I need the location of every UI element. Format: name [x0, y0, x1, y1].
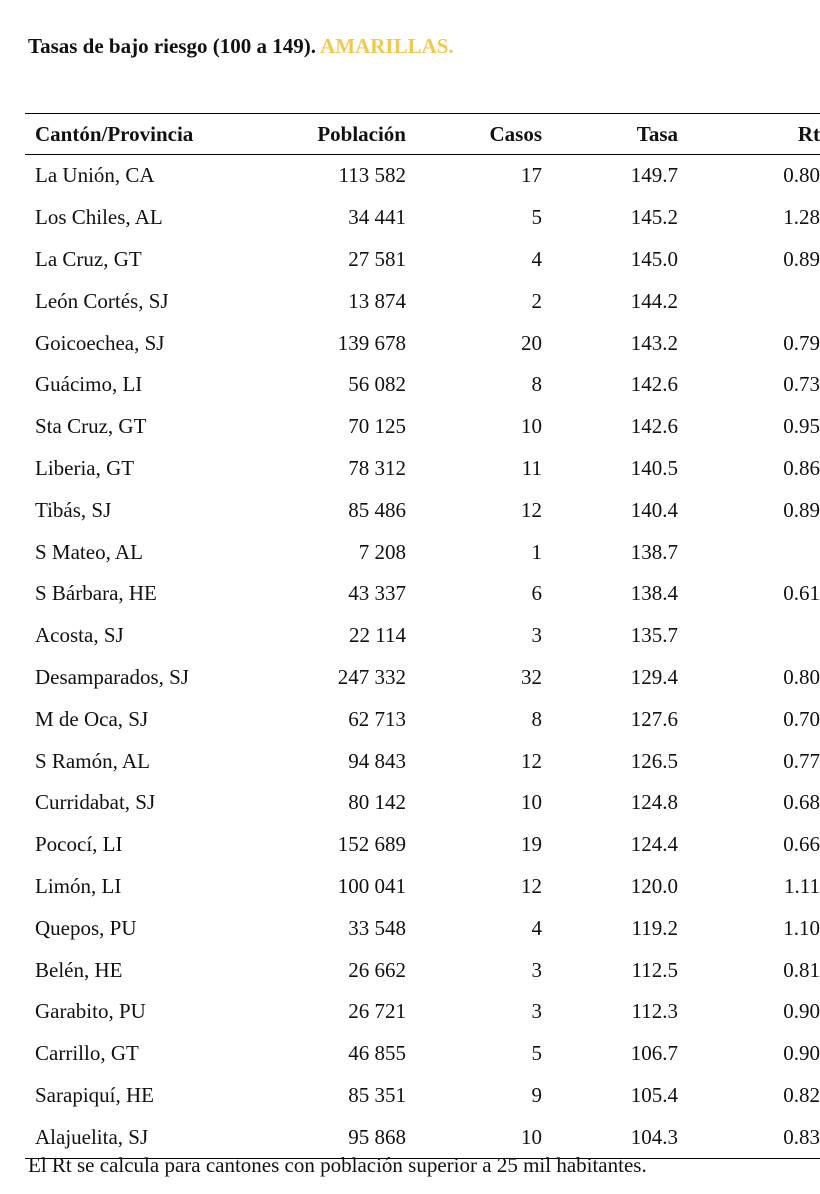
cell-rate: 145.0	[630, 246, 678, 271]
cell-rate: 127.6	[630, 706, 678, 731]
cell-canton: Garabito, PU	[35, 999, 146, 1024]
cell-rt: 0.89	[783, 246, 820, 271]
cell-cases: 19	[521, 832, 542, 857]
cell-canton: Acosta, SJ	[35, 623, 124, 648]
cell-rt	[678, 280, 820, 322]
cell-cases: 6	[531, 581, 542, 606]
cell-population: 139 678	[337, 330, 406, 355]
cell-canton: S Mateo, AL	[35, 539, 143, 564]
table-row	[25, 866, 820, 908]
cell-population: 26 662	[348, 957, 406, 982]
cell-population: 26 721	[348, 999, 406, 1024]
cell-canton: Liberia, GT	[35, 455, 135, 480]
cell-rt: 0.95	[783, 414, 820, 439]
cell-rate: 106.7	[630, 1041, 678, 1066]
cell-population: 62 713	[348, 706, 406, 731]
cell-rate: 145.2	[630, 205, 678, 230]
cell-population: 85 486	[348, 497, 406, 522]
cell-population: 100 041	[337, 873, 406, 898]
cell-cases: 3	[531, 957, 542, 982]
cell-cases: 10	[521, 414, 542, 439]
table-row	[25, 657, 820, 699]
cell-canton: Goicoechea, SJ	[35, 330, 165, 355]
cell-rt: 0.77	[783, 748, 820, 773]
header-canton: Cantón/Provincia	[25, 114, 200, 155]
cell-rate: 112.3	[631, 999, 678, 1024]
cell-population: 85 351	[348, 1082, 406, 1107]
cell-canton: Sarapiquí, HE	[35, 1082, 154, 1107]
cell-cases: 5	[531, 205, 542, 230]
cell-cases: 5	[531, 1041, 542, 1066]
header-rate: Tasa	[542, 114, 678, 155]
table-row	[25, 155, 820, 197]
table-row	[25, 573, 820, 615]
cell-canton: Quepos, PU	[35, 915, 137, 940]
cell-canton: S Ramón, AL	[35, 748, 150, 773]
cell-population: 13 874	[348, 288, 406, 313]
header-row	[25, 114, 820, 155]
cell-cases: 2	[531, 288, 542, 313]
cell-rate: 112.5	[631, 957, 678, 982]
cell-rate: 143.2	[630, 330, 678, 355]
cell-rt: 0.80	[783, 163, 820, 188]
cell-rt: 0.70	[783, 706, 820, 731]
table-row	[25, 698, 820, 740]
cell-population: 152 689	[337, 832, 406, 857]
cell-population: 70 125	[348, 414, 406, 439]
cell-population: 56 082	[348, 372, 406, 397]
table-row	[25, 907, 820, 949]
title-text: Tasas de bajo riesgo (100 a 149).	[28, 34, 316, 58]
cell-rt: 0.66	[783, 832, 820, 857]
cell-population: 247 332	[337, 664, 406, 689]
cell-canton: La Cruz, GT	[35, 246, 142, 271]
cell-rate: 120.0	[630, 873, 678, 898]
cell-rate: 142.6	[630, 414, 678, 439]
cell-rate: 138.4	[630, 581, 678, 606]
page-title	[28, 34, 454, 59]
table-row	[25, 448, 820, 490]
cell-population: 27 581	[348, 246, 406, 271]
cell-rate: 124.4	[630, 832, 678, 857]
cell-rt: 0.68	[783, 790, 820, 815]
cell-rate: 144.2	[630, 288, 678, 313]
cell-rt	[678, 531, 820, 573]
cell-canton: Belén, HE	[35, 957, 123, 982]
cell-rt: 0.83	[678, 1116, 820, 1158]
cell-cases: 4	[531, 915, 542, 940]
cell-canton: Sta Cruz, GT	[35, 414, 147, 439]
cell-canton: Los Chiles, AL	[35, 205, 163, 230]
cell-rt: 0.89	[783, 497, 820, 522]
cell-cases: 32	[521, 664, 542, 689]
cell-cases: 12	[521, 748, 542, 773]
cell-rate: 149.7	[630, 163, 678, 188]
cell-cases: 4	[531, 246, 542, 271]
header-population: Población	[200, 114, 406, 155]
cell-canton: Guácimo, LI	[35, 372, 143, 397]
cell-cases: 8	[531, 372, 542, 397]
table-row	[25, 991, 820, 1033]
cell-canton: M de Oca, SJ	[35, 706, 149, 731]
table-row	[25, 197, 820, 239]
cell-cases: 11	[521, 455, 542, 480]
cell-rate: 104.3	[542, 1116, 678, 1158]
cell-rate: 105.4	[630, 1082, 678, 1107]
cell-rate: 126.5	[630, 748, 678, 773]
cell-rt: 0.81	[783, 957, 820, 982]
cell-rt: 1.11	[784, 873, 820, 898]
table-row	[25, 949, 820, 991]
cell-population: 95 868	[200, 1116, 406, 1158]
cell-canton: Pococí, LI	[35, 832, 123, 857]
cell-canton: Limón, LI	[35, 873, 122, 898]
table-row	[25, 322, 820, 364]
cell-rt: 0.86	[783, 455, 820, 480]
cell-rate: 119.2	[631, 915, 678, 940]
table-row	[25, 740, 820, 782]
cell-population: 113 582	[338, 163, 406, 188]
cell-canton: Curridabat, SJ	[35, 790, 156, 815]
cell-rt: 0.82	[783, 1082, 820, 1107]
cell-population: 80 142	[348, 790, 406, 815]
table-row	[25, 615, 820, 657]
cell-cases: 10	[521, 790, 542, 815]
table-row	[25, 531, 820, 573]
cell-population: 43 337	[348, 581, 406, 606]
cell-population: 46 855	[348, 1041, 406, 1066]
table-row	[25, 1033, 820, 1075]
cell-rt: 0.90	[783, 1041, 820, 1066]
cell-rt: 0.61	[783, 581, 820, 606]
cell-rt: 1.28	[783, 205, 820, 230]
cell-population: 7 208	[358, 539, 406, 564]
footnote: El Rt se calcula para cantones con población superior a 25 mil habitantes.	[28, 1153, 647, 1177]
cell-rate: 140.4	[630, 497, 678, 522]
cell-rt: 0.79	[783, 330, 820, 355]
cell-cases: 12	[521, 873, 542, 898]
cell-rate: 142.6	[630, 372, 678, 397]
cell-cases: 8	[531, 706, 542, 731]
table-row	[25, 364, 820, 406]
cell-rt: 0.80	[783, 664, 820, 689]
cell-population: 33 548	[348, 915, 406, 940]
cell-canton: Desamparados, SJ	[35, 664, 189, 689]
table-row	[25, 239, 820, 281]
cell-cases: 3	[531, 623, 542, 648]
cell-cases: 20	[521, 330, 542, 355]
cell-cases: 10	[406, 1116, 542, 1158]
cell-rate: 124.8	[630, 790, 678, 815]
cell-rt: 0.90	[783, 999, 820, 1024]
table-row	[25, 782, 820, 824]
table-row	[25, 824, 820, 866]
header-rt: Rt	[678, 114, 820, 155]
table-row	[25, 280, 820, 322]
cell-rt: 1.10	[783, 915, 820, 940]
cell-cases: 9	[531, 1082, 542, 1107]
cell-canton: Carrillo, GT	[35, 1041, 139, 1066]
cell-rt: 0.73	[783, 372, 820, 397]
cell-rate: 140.5	[630, 455, 678, 480]
cell-population: 94 843	[348, 748, 406, 773]
cell-canton: Tibás, SJ	[35, 497, 112, 522]
title-highlight: AMARILLAS.	[320, 34, 454, 58]
table-row	[25, 1075, 820, 1117]
table-header	[25, 114, 820, 155]
cell-canton: S Bárbara, HE	[35, 581, 157, 606]
cell-cases: 1	[531, 539, 542, 564]
cell-cases: 17	[521, 163, 542, 188]
cell-cases: 12	[521, 497, 542, 522]
cell-rate: 138.7	[630, 539, 678, 564]
cell-rate: 135.7	[630, 623, 678, 648]
cell-rate: 129.4	[630, 664, 678, 689]
risk-rate-table	[25, 113, 820, 1159]
cell-population: 34 441	[348, 205, 406, 230]
table-row	[25, 489, 820, 531]
cell-rt	[678, 615, 820, 657]
table-body	[25, 155, 820, 1159]
cell-canton: León Cortés, SJ	[35, 288, 169, 313]
cell-canton: Alajuelita, SJ	[25, 1116, 200, 1158]
cell-population: 78 312	[348, 455, 406, 480]
cell-canton: La Unión, CA	[35, 163, 155, 188]
header-cases: Casos	[406, 114, 542, 155]
cell-cases: 3	[531, 999, 542, 1024]
cell-population: 22 114	[349, 623, 406, 648]
table-row	[25, 406, 820, 448]
